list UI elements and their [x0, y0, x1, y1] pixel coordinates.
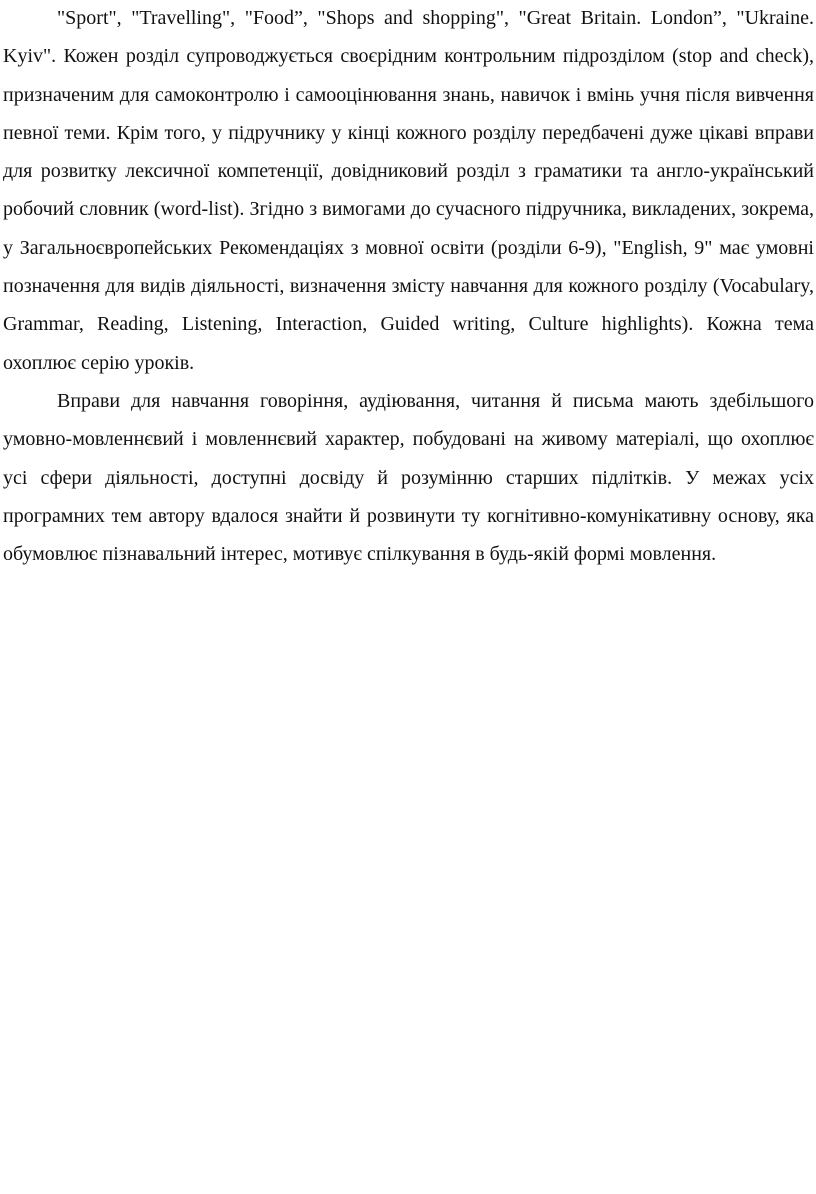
- paragraph-1: "Sport", "Travelling", "Food”, "Shops and shopping", "Great Britain. London”, "Ukraine. Kyiv". Кожен розділ супроводжується своєрідним контрольним підрозділом (stop and check), призначеним для самоконтролю і самооцінювання знань, навичок і вмінь учня після вивчення певної теми. Крім того, у підручнику у кінці кожного розділу передбачені дуже цікаві вправи для розвитку лексичної компетенції, довідниковий розділ з граматики та англо-український робочий словник (word-list). Згідно з вимогами до сучасного підручника, викладених, зокрема, у Загальноєвропейських Рекомендаціях з мовної освіти (розділи 6-9), "English, 9" має умовні позначення для видів діяльності, визначення змісту навчання для кожного розділу (Vocabulary, Grammar, Reading, Listening, Interaction, Guided writing, Culture highlights). Кожна тема охоплює серію уроків.: [3, 7, 814, 374]
- paragraph-2: Вправи для навчання говоріння, аудіювання, читання й письма мають здебільшого умовно-мовленнєвий і мовленнєвий характер, побудовані на живому матеріалі, що охоплює усі сфери діяльності, доступні досвіду й розумінню старших підлітків. У межах усіх програмних тем автору вдалося знайти й розвинути ту когнітивно-комунікативну основу, яка обумовлює пізнавальний інтерес, мотивує спілкування в будь-якій формі мовлення.: [3, 389, 814, 566]
